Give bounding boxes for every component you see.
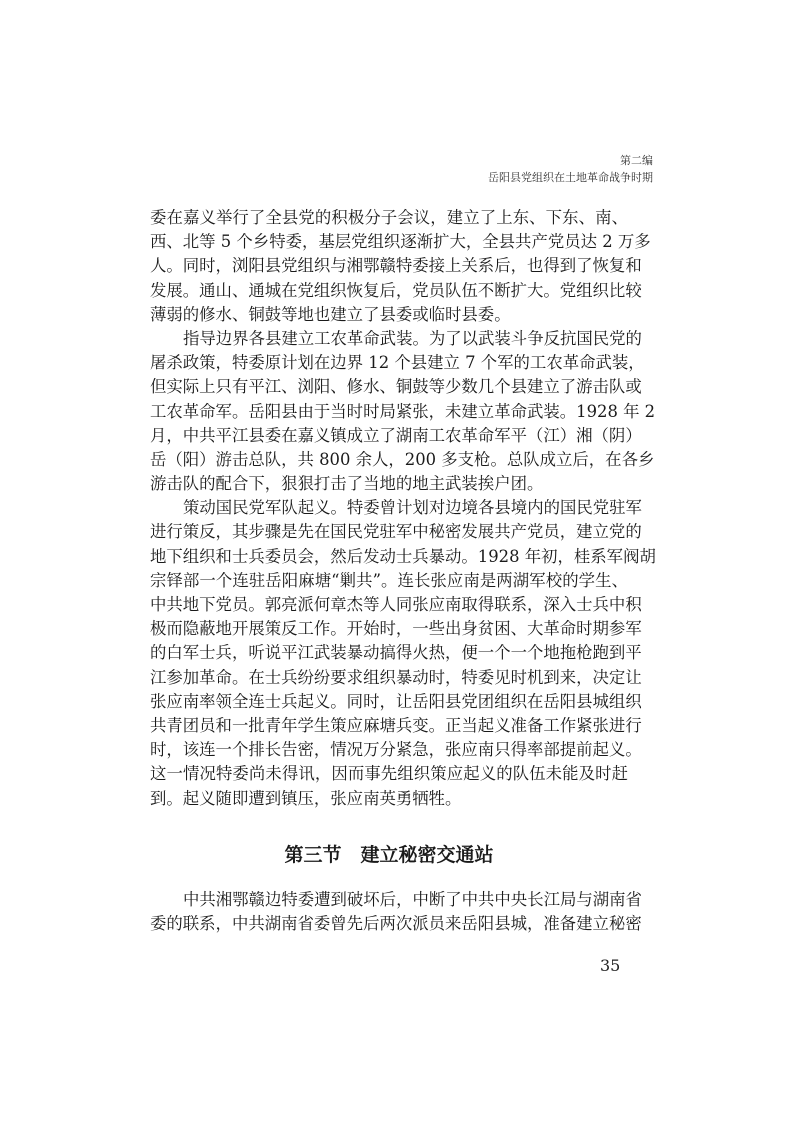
text-line: 这一情况特委尚未得讯，因而事先组织策应起义的队伍未能及时赶: [150, 764, 628, 784]
text-line: 张应南率领全连士兵起义。同时，让岳阳县党团组织在岳阳县城组织: [150, 691, 642, 711]
text-line: 中共湘鄂赣边特委遭到破坏后，中断了中共中央长江局与湖南省: [183, 890, 642, 909]
text-line: 工农革命军。岳阳县由于当时时局紧张，未建立革命武装。1928 年 2: [150, 401, 656, 421]
text-line: 进行策反，其步骤是先在国民党驻军中秘密发展共产党员，建立党的: [150, 522, 642, 542]
text-line: 委的联系，中共湖南省委曾先后两次派员来岳阳县城，准备建立秘密: [150, 914, 642, 934]
text-line: 宗铎部一个连驻岳阳麻塘“剿共”。连长张应南是两湖军校的学生、: [150, 570, 628, 590]
body-text: [150, 206, 656, 811]
text-line: 地下组织和士兵委员会，然后发动士兵暴动。1928 年初，桂系军阀胡: [150, 546, 656, 566]
text-line: 江参加革命。在士兵纷纷要求组织暴动时，特委见时机到来，决定让: [150, 667, 642, 687]
page-number: 35: [600, 956, 621, 975]
text-line: 共青团员和一批青年学生策应麻塘兵变。正当起义准备工作紧张进行: [150, 715, 642, 735]
text-line: 时，该连一个排长告密，情况万分紧急，张应南只得率部提前起义。: [150, 740, 642, 760]
text-line: 岳（阳）游击总队，共 800 余人，200 多支枪。总队成立后，在各乡: [150, 449, 655, 469]
text-line: 指导边界各县建立工农革命武装。为了以武装斗争反抗国民党的: [183, 328, 642, 348]
text-line: 到。起义随即遭到镇压，张应南英勇牺牲。: [150, 788, 462, 808]
running-head: [488, 152, 653, 186]
text-line: 策动国民党军队起义。特委曾计划对边境各县境内的国民党驻军: [183, 498, 642, 518]
text-line: 月，中共平江县委在嘉义镇成立了湖南工农革命军平（江）湘（阴）: [150, 425, 642, 445]
text-line: 屠杀政策，特委原计划在边界 12 个县建立 7 个军的工农革命武装，: [150, 353, 645, 373]
running-head-subtitle: 岳阳县党组织在土地革命战争时期: [488, 171, 653, 184]
text-line: 发展。通山、通城在党组织恢复后，党员队伍不断扩大。党组织比较: [150, 280, 642, 300]
text-line: 的白军士兵，听说平江武装暴动搞得火热，便一个一个地拖枪跑到平: [150, 643, 642, 663]
text-line: 委在嘉义举行了全县党的积极分子会议，建立了上东、下东、南、: [150, 208, 628, 227]
text-line: 薄弱的修水、铜鼓等地也建立了县委或临时县委。: [150, 304, 511, 324]
text-line: 中共地下党员。郭亮派何章杰等人同张应南取得联系，深入士兵中积: [150, 595, 642, 614]
section-text: [150, 888, 642, 936]
text-line: 游击队的配合下，狠狠打击了当地的地主武装挨户团。: [150, 474, 544, 494]
text-line: 但实际上只有平江、浏阳、修水、铜鼓等少数几个县建立了游击队或: [150, 377, 642, 397]
running-head-part: 第二编: [620, 154, 653, 167]
text-line: 西、北等 5 个乡特委，基层党组织逐渐扩大，全县共产党员达 2 万多: [150, 232, 651, 252]
section-title: 第三节 建立秘密交通站: [284, 844, 494, 866]
text-line: 人。同时，浏阳县党组织与湘鄂赣特委接上关系后，也得到了恢复和: [150, 256, 642, 276]
text-line: 极而隐蔽地开展策反工作。开始时，一些出身贫困、大革命时期参军: [150, 619, 642, 639]
